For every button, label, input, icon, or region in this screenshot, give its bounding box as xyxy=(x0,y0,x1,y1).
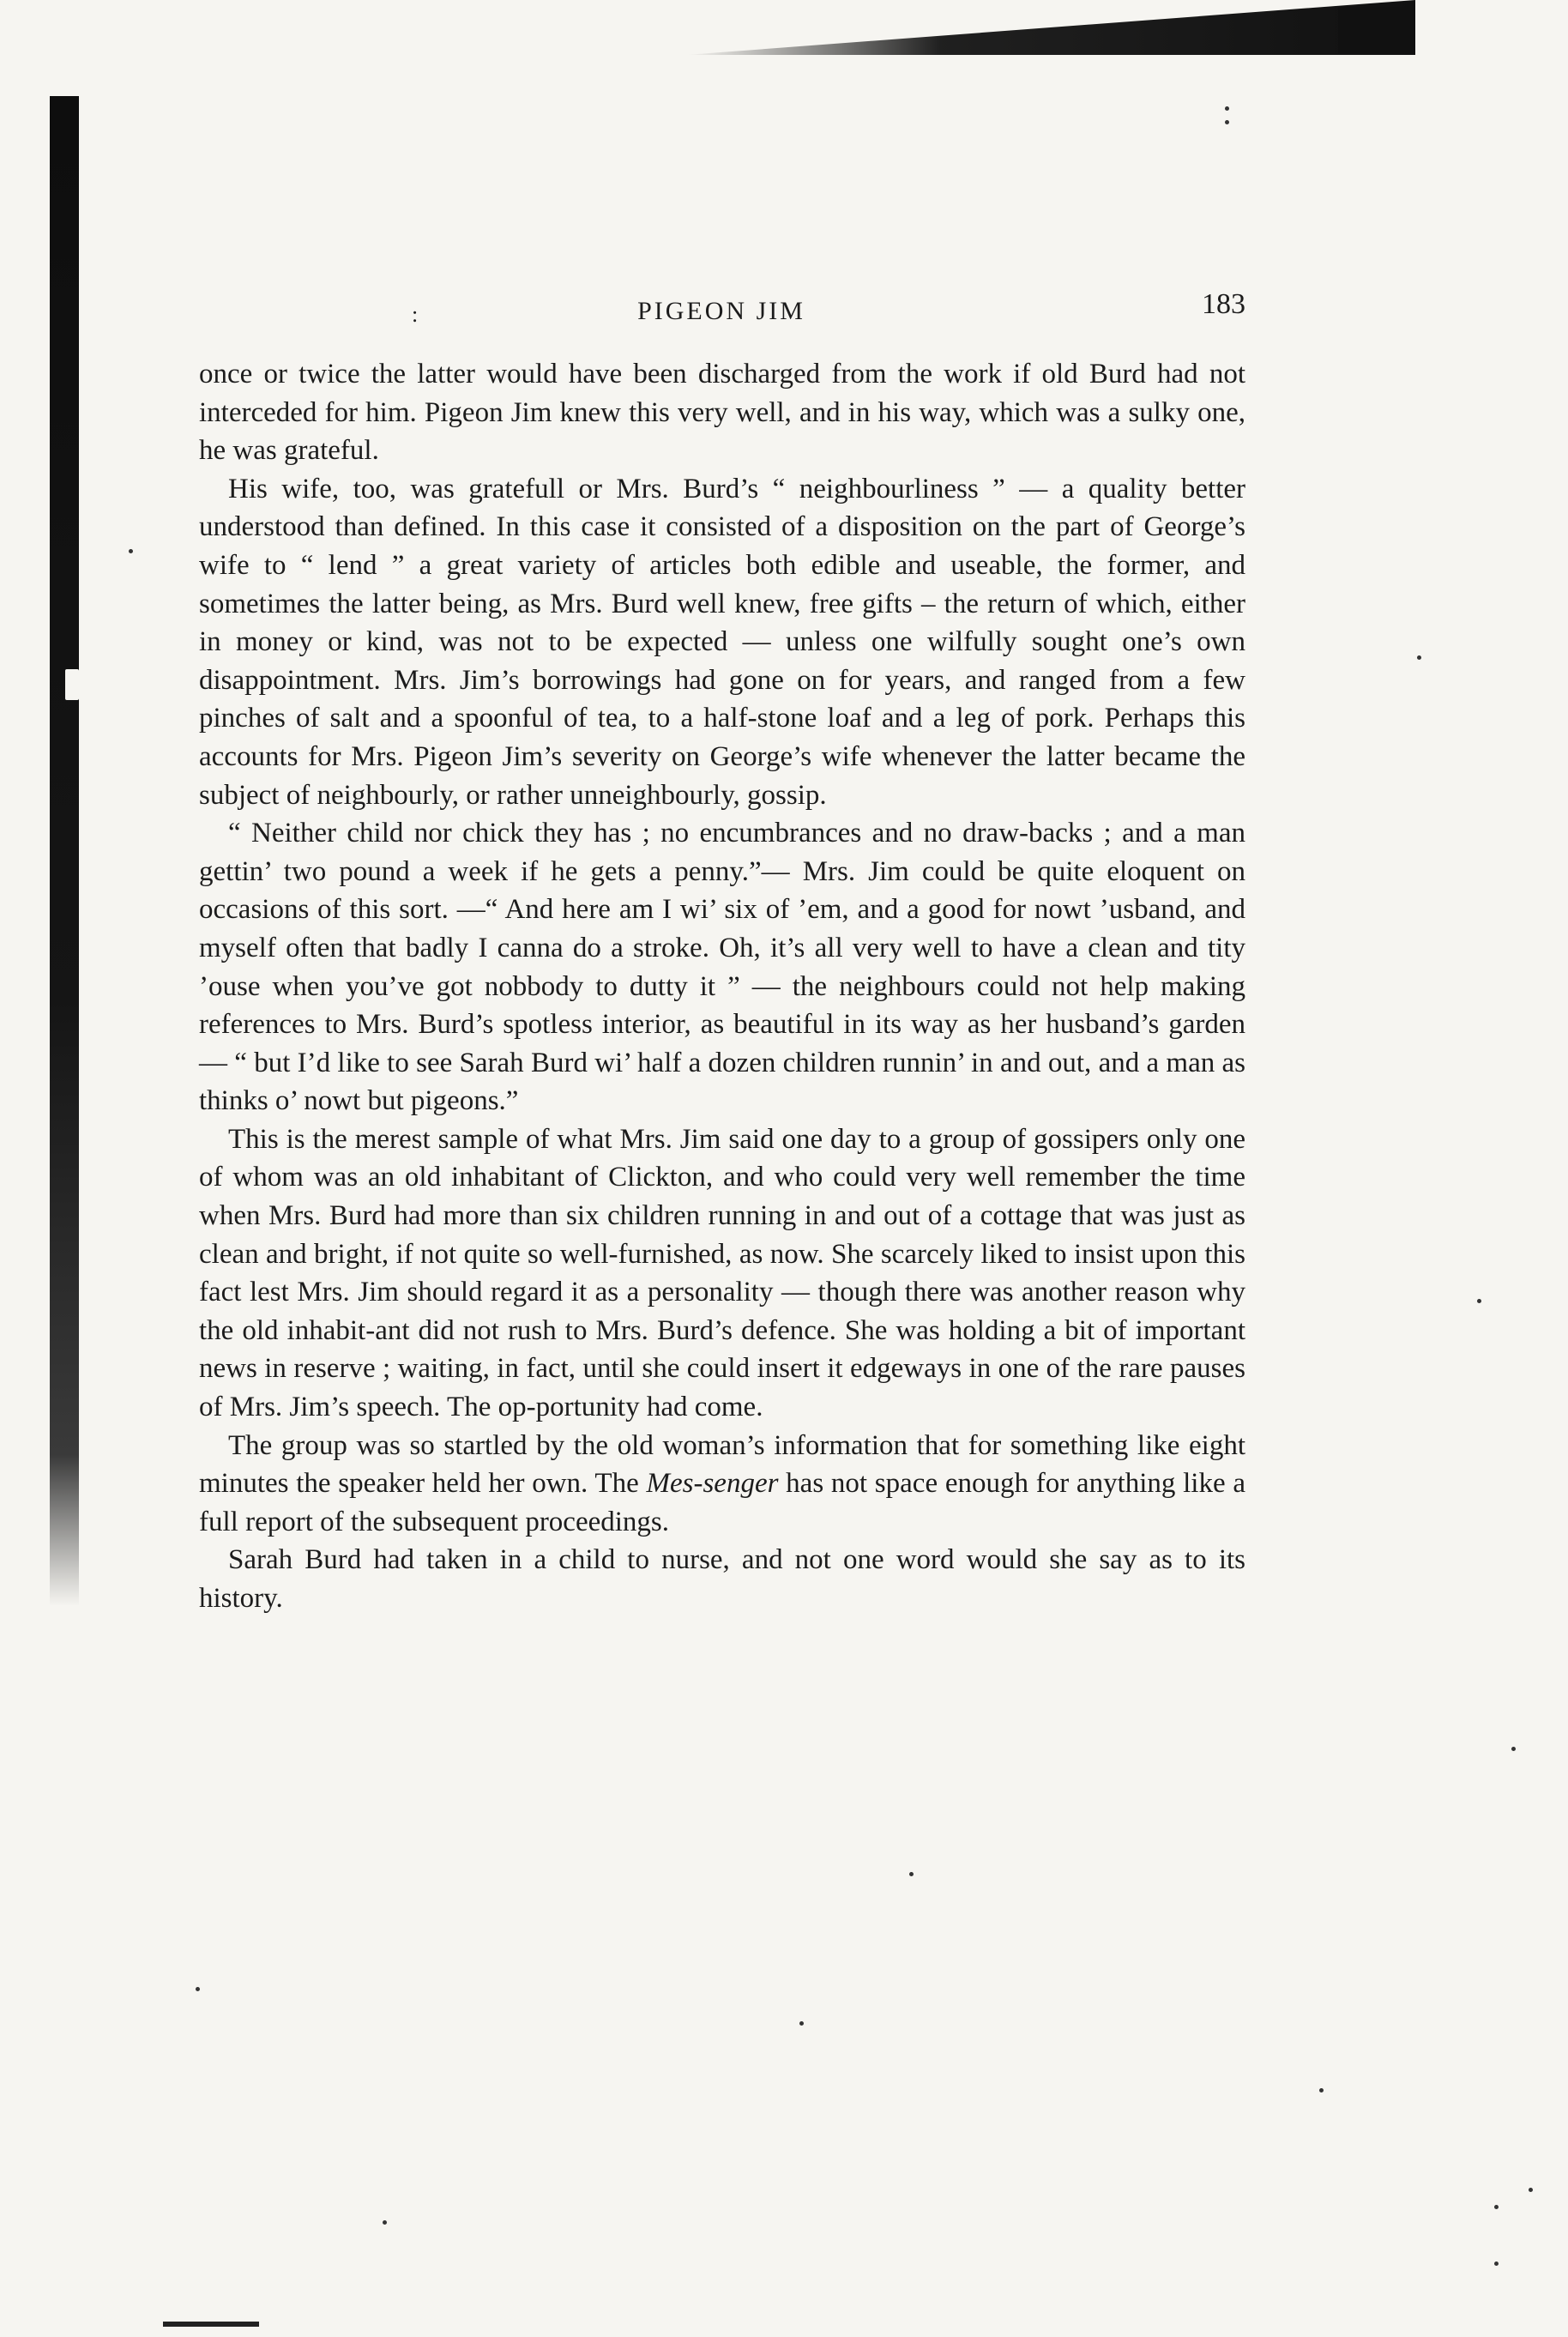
scan-binding-edge xyxy=(50,96,79,1606)
scan-speck xyxy=(1417,655,1421,660)
scan-speck xyxy=(799,2021,804,2026)
page-number: 183 xyxy=(1202,288,1245,320)
scan-top-edge-shadow xyxy=(686,0,1415,55)
scan-speck xyxy=(1225,106,1229,111)
running-title: PIGEON JIM xyxy=(637,297,805,325)
scan-speck xyxy=(1319,2088,1324,2092)
paragraph: Sarah Burd had taken in a child to nurse, and not one word would she say as to its history. xyxy=(199,1544,1245,1614)
scan-speck xyxy=(1477,1299,1481,1303)
scan-speck xyxy=(1511,1747,1516,1751)
scan-speck xyxy=(383,2220,387,2225)
scan-speck xyxy=(196,1987,200,1991)
scan-speck xyxy=(1529,2188,1533,2192)
paragraph-text: has not space enough for anything like a full report of the subsequent proceedings. xyxy=(199,1468,1246,1537)
paragraph: This is the merest sample of what Mrs. Jim said one day to a group of gossipers only one of whom was an old inhabitant of Clickton, and who could very well remember the time when Mrs. Burd had more than six children running in and out of a cottage that was just as clean and bright, if not quite so well-furnished, as now. She scarcely liked to insist upon this fact lest Mrs. Jim should regard it as a personality — though there was another reason why the old inhabit-ant did not rush to Mrs. Burd’s defence. She was holding a bit of important news in reserve ; waiting, in fact, until she could insert it edgeways in one of the rare pauses of Mrs. Jim’s speech. The op-portunity had come. xyxy=(199,1123,1245,1423)
paragraph: His wife, too, was gratefull or Mrs. Burd’s “ neighbourliness ” — a quality better understood than defined. In this case it consisted of a disposition on the part of George’s wife to “ lend ” a great variety of articles both edible and useable, the former, and sometimes the latter being, as Mrs. Burd well knew, free gifts – the return of which, either in money or kind, was not to be expected — unless one wilfully sought one’s own disappointment. Mrs. Jim’s borrowings had gone on for years, and ranged from a few pinches of salt and a spoonful of tea, to a half-stone loaf and a leg of pork. Perhaps this accounts for Mrs. Pigeon Jim’s severity on George’s wife whenever the latter became the subject of neighbourly, or rather unneighbourly, gossip. xyxy=(199,473,1245,811)
paragraph: “ Neither child nor chick they has ; no encumbrances and no draw-backs ; and a man gettin’ two pound a week if he gets a penny.”— Mrs. Jim could be quite eloquent on occasions of this sort. —“ And here am I wi’ six of ’em, and a good for nowt ’usband, and myself often that badly I canna do a stroke. Oh, it’s all very well to have a clean and tity ’ouse when you’ve got nobbody to dutty it ” — the neighbours could not help making references to Mrs. Burd’s spotless interior, as beautiful in its way as her husband’s garden — “ but I’d like to see Sarah Burd wi’ half a dozen children runnin’ in and out, and a man as thinks o’ nowt but pigeons.” xyxy=(199,818,1245,1117)
paragraph xyxy=(199,1427,1245,1542)
paragraph: once or twice the latter would have been discharged from the work if old Burd had not interceded for him. Pigeon Jim knew this very well, and in his way, which was a sulky one, he was grateful. xyxy=(199,359,1245,467)
scan-top-edge-block xyxy=(1338,7,1407,53)
body-text xyxy=(199,355,1245,1618)
scan-speck xyxy=(129,549,133,553)
scan-speck xyxy=(1494,2205,1499,2209)
scan-speck xyxy=(909,1872,914,1876)
paragraph-text: The group was so startled by the old woman’s information that for something like eight minutes the speaker held her own. The xyxy=(199,1429,1245,1500)
page-header xyxy=(197,288,1245,340)
scan-colon-mark: : xyxy=(412,302,419,327)
italic-title: Mes-senger xyxy=(646,1468,779,1500)
scan-speck xyxy=(1225,120,1229,124)
scan-binding-hole xyxy=(65,669,79,700)
scan-bottom-mark xyxy=(163,2322,259,2327)
scan-speck xyxy=(1494,2262,1499,2266)
